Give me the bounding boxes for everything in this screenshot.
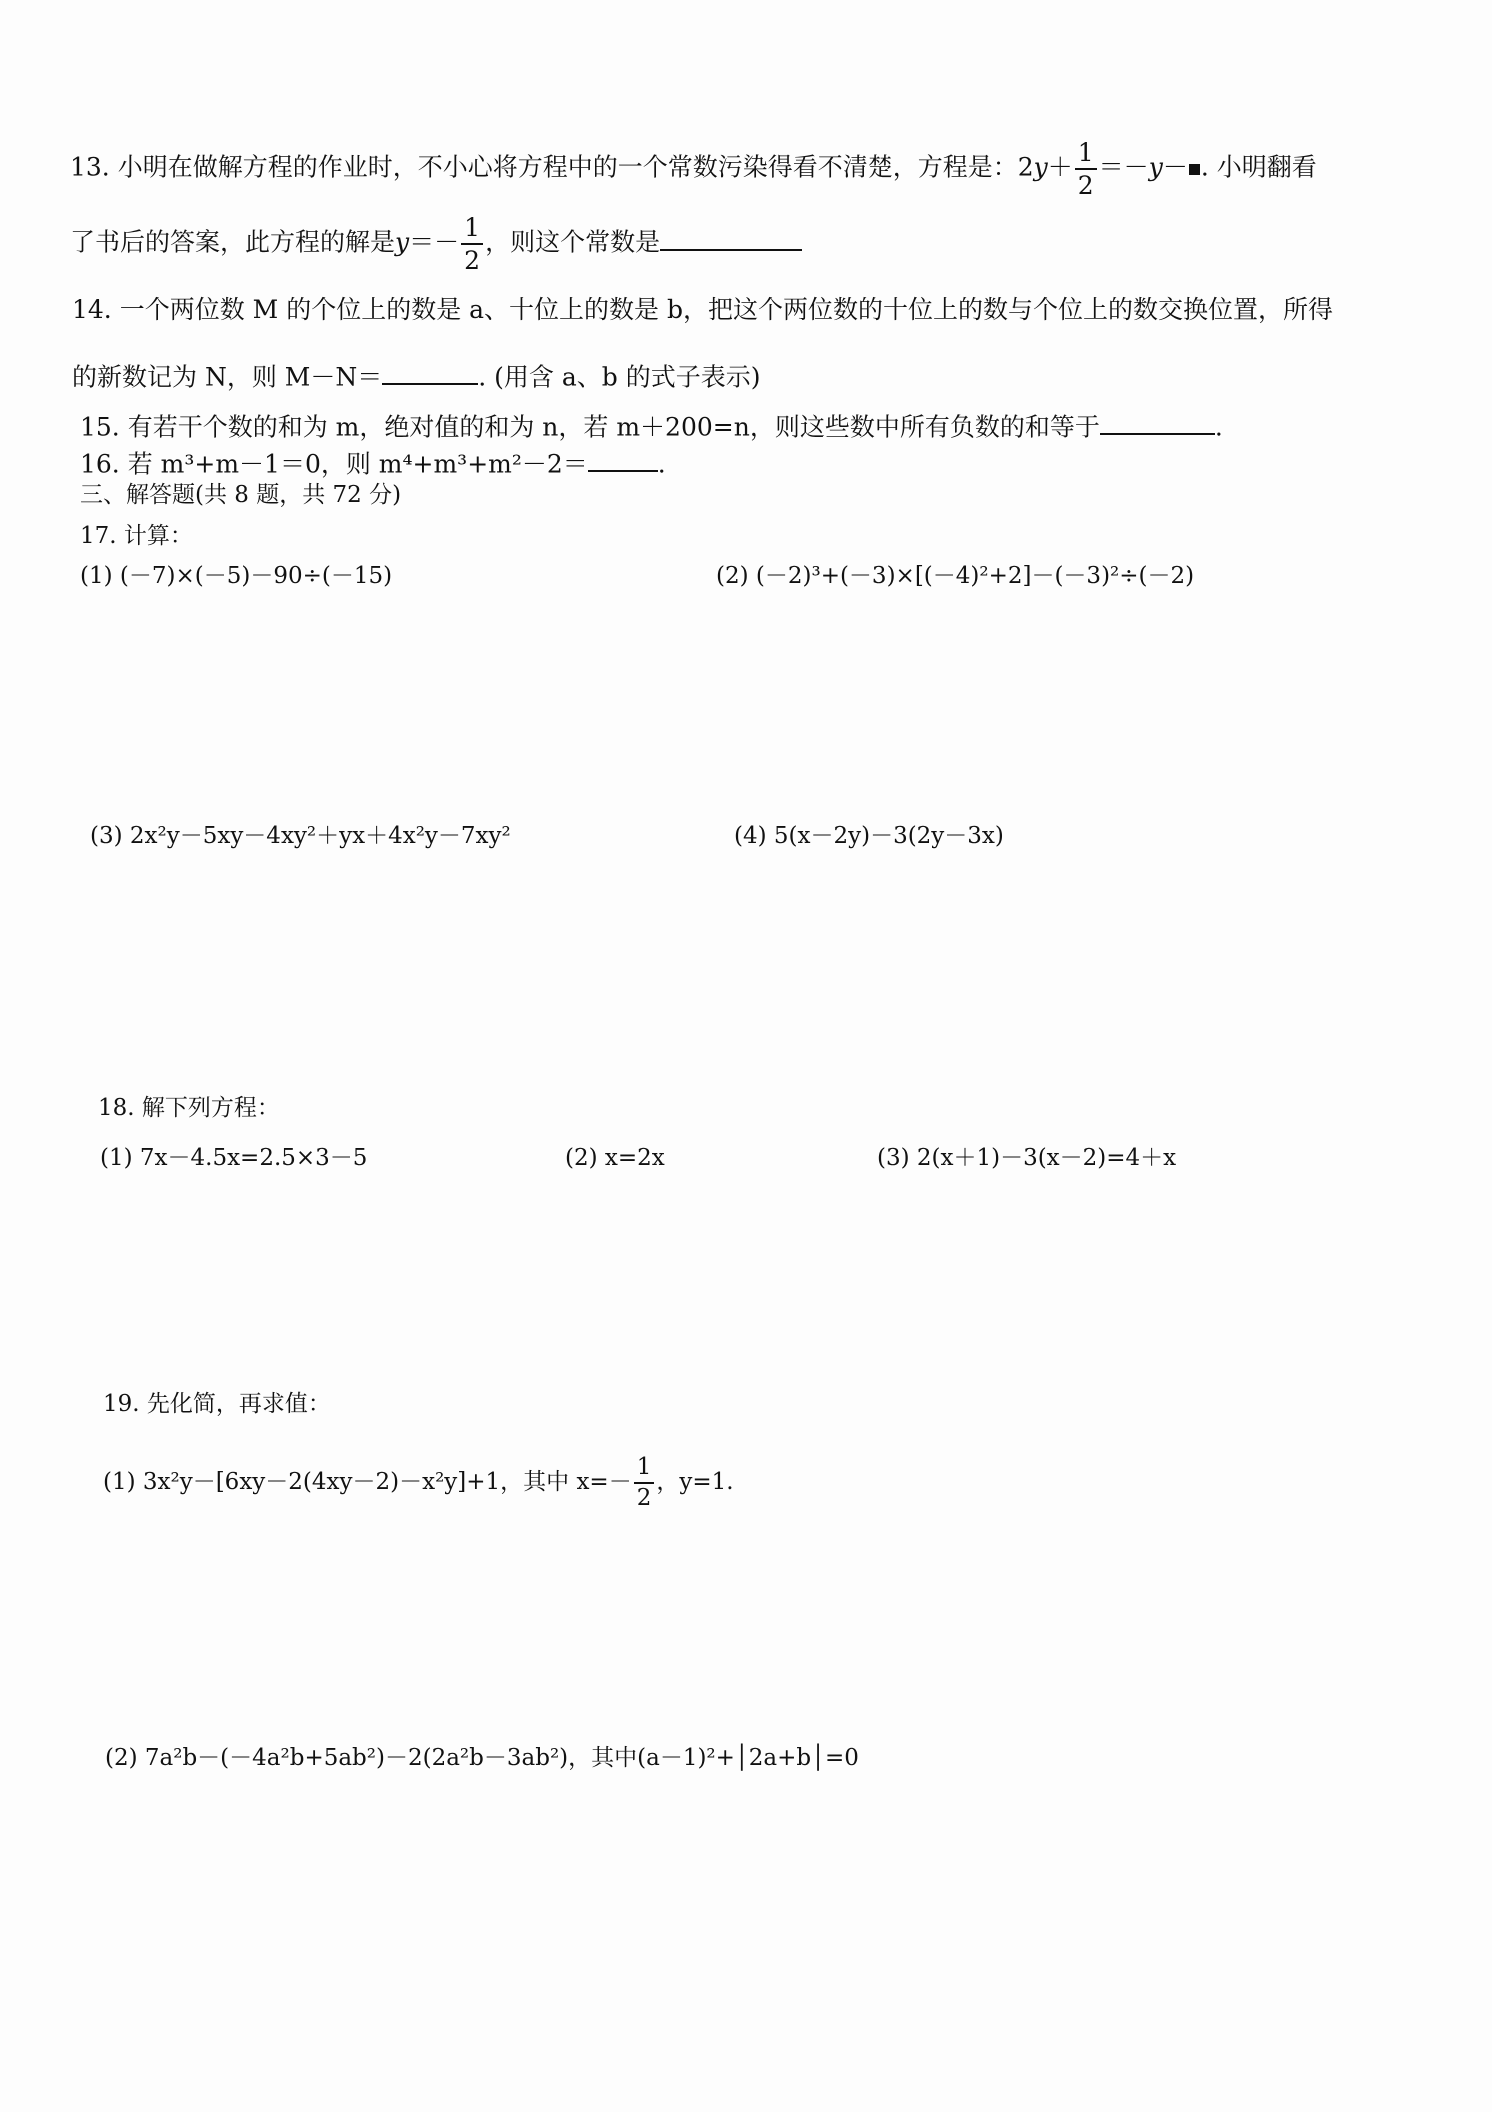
q17-part-2: (2) (－2)³+(－3)×[(－4)²+2]－(－3)²÷(－2) <box>716 563 1195 589</box>
q13-answer-blank[interactable] <box>660 222 802 250</box>
q15-answer-blank[interactable] <box>1100 407 1215 435</box>
q13-var-y: y <box>1033 152 1048 182</box>
q17-part-1: (1) (－7)×(－5)－90÷(－15) <box>80 563 393 589</box>
q14-line2-pre: 的新数记为 N，则 M－N＝ <box>72 362 383 392</box>
q13-eq: ＝－ <box>1098 152 1149 182</box>
q14-line2-post: . (用含 a、b 的式子表示) <box>478 362 761 392</box>
q13-line1-pre: 13. 小明在做解方程的作业时，不小心将方程中的一个常数污染得看不清楚，方程是：2 <box>70 152 1034 182</box>
q18-part-3: (3) 2(x＋1)－3(x－2)=4＋x <box>877 1145 1177 1171</box>
q17-part-4: (4) 5(x－2y)－3(2y－3x) <box>734 823 1004 849</box>
q18-title: 18. 解下列方程： <box>98 1095 280 1121</box>
q13-frac-num: 1 <box>1075 140 1097 170</box>
q14-line2 <box>72 357 760 392</box>
section-3-heading: 三、解答题(共 8 题，共 72 分) <box>80 482 402 508</box>
q15-line <box>80 407 1223 442</box>
q13-line2-post: ，则这个常数是 <box>485 227 661 257</box>
q13-minus: － <box>1162 152 1188 182</box>
q13-frac2-num: 1 <box>461 215 483 245</box>
q13-line2-var-y: y <box>395 227 410 257</box>
q14-answer-blank[interactable] <box>382 357 478 385</box>
q13-frac-den: 2 <box>1077 171 1094 200</box>
q16-pre: 16. 若 m³+m－1＝0，则 m⁴+m³+m²－2＝ <box>80 449 588 479</box>
q15-post: . <box>1214 412 1223 442</box>
q13-var-y2: y <box>1148 152 1163 182</box>
q19-part-1 <box>103 1456 734 1510</box>
q17-title: 17. 计算： <box>80 523 193 549</box>
q13-line1 <box>70 140 1317 198</box>
q19-frac-num: 1 <box>634 1456 655 1484</box>
q19-frac-den: 2 <box>636 1485 652 1511</box>
q19-part-2: (2) 7a²b－(－4a²b+5ab²)－2(2a²b－3ab²)，其中(a－1)²+│2a+b│=0 <box>105 1745 859 1771</box>
q17-part-3: (3) 2x²y－5xy－4xy²＋yx＋4x²y－7xy² <box>90 823 511 849</box>
q13-line1-post: . 小明翻看 <box>1200 152 1317 182</box>
q19-fraction <box>634 1456 655 1510</box>
q13-fraction-2 <box>461 215 483 273</box>
q15-pre: 15. 有若干个数的和为 m，绝对值的和为 n，若 m＋200=n，则这些数中所有负数的和等于 <box>80 412 1100 442</box>
q19-p1-pre: (1) 3x²y－[6xy－2(4xy－2)－x²y]+1，其中 x=－ <box>103 1469 632 1495</box>
q13-frac2-den: 2 <box>464 246 481 275</box>
q16-answer-blank[interactable] <box>588 444 658 472</box>
q14-line1: 14. 一个两位数 M 的个位上的数是 a、十位上的数是 b，把这个两位数的十位上的数与个位上的数交换位置，所得 <box>72 295 1334 324</box>
q13-line2-eq: ＝－ <box>409 227 460 257</box>
q16-line <box>80 444 666 479</box>
q19-p1-post: ，y=1. <box>656 1469 734 1495</box>
q13-plus: ＋ <box>1047 152 1073 182</box>
smudge-square-icon <box>1189 164 1200 175</box>
q13-line2 <box>70 215 802 273</box>
q18-part-1: (1) 7x－4.5x=2.5×3－5 <box>100 1145 368 1171</box>
q13-fraction <box>1075 140 1097 198</box>
q19-title: 19. 先化简，再求值： <box>103 1391 331 1417</box>
q16-post: . <box>657 449 666 479</box>
q18-part-2: (2) x=2x <box>565 1145 665 1171</box>
q13-line2-pre: 了书后的答案，此方程的解是 <box>70 227 396 257</box>
